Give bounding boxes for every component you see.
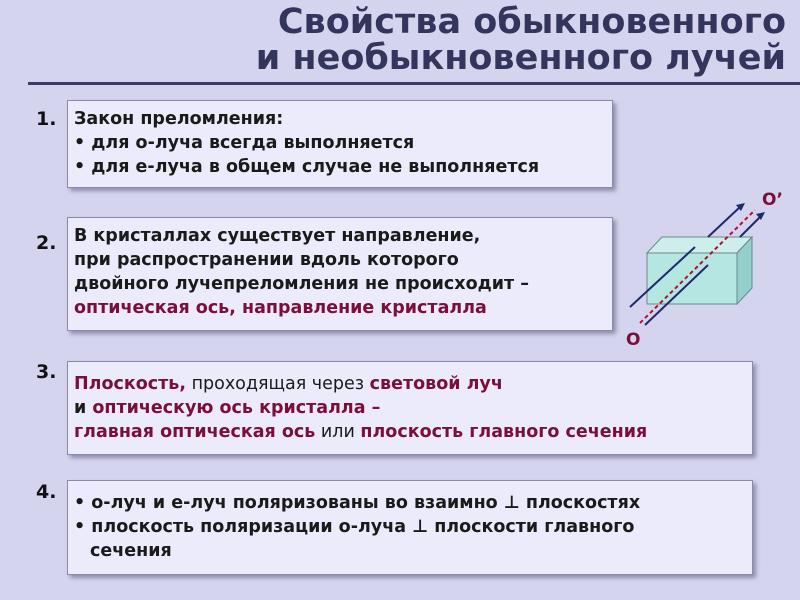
item-3-line-3: главная оптическая ось или плоскость главного сечения (74, 422, 648, 442)
item-4-continuation: сечения (90, 541, 172, 561)
ray-out-right (740, 217, 760, 237)
item-4-box (67, 480, 753, 575)
item-4-bullet-2: • плоскость поляризации о-луча ⊥ плоскости главного (74, 517, 635, 537)
page-title-line-2: и необыкновенного лучей (255, 38, 786, 78)
item-2-line-1: В кристаллах существует направление, (74, 226, 481, 246)
label-o: O (626, 330, 641, 350)
item-3-line-1: Плоскость, проходящая через световой луч (74, 374, 503, 394)
item-4-bullet-1: • о-луч и е-луч поляризованы во взаимно ⊥ плоскостях (74, 493, 641, 513)
item-2-line-3: двойного лучепреломления не происходит – (74, 274, 529, 294)
label-o-prime: O’ (762, 190, 783, 210)
item-2-highlight: оптическая ось, направление кристалла (74, 298, 487, 318)
page-title-line-1: Свойства обыкновенного (277, 2, 786, 42)
item-1-heading: Закон преломления: (74, 109, 284, 129)
item-2-box (67, 217, 613, 331)
item-4-number: 4. (36, 481, 57, 503)
item-2-line-2: при распространении вдоль которого (74, 250, 459, 270)
item-3-line-2: и оптическую ось кристалла – (74, 398, 381, 418)
item-2-number: 2. (36, 232, 57, 254)
ray-out-left (708, 207, 740, 237)
item-3-box (67, 361, 753, 455)
item-1-bullet-2: • для е-луча в общем случае не выполняется (74, 157, 540, 177)
item-1-box (67, 100, 613, 188)
item-1-bullet-1: • для о-луча всегда выполняется (74, 133, 415, 153)
item-3-number: 3. (36, 361, 57, 383)
page-title (256, 4, 786, 76)
title-underline (28, 82, 800, 85)
item-1-number: 1. (36, 108, 57, 130)
crystal-top-face (647, 237, 752, 253)
